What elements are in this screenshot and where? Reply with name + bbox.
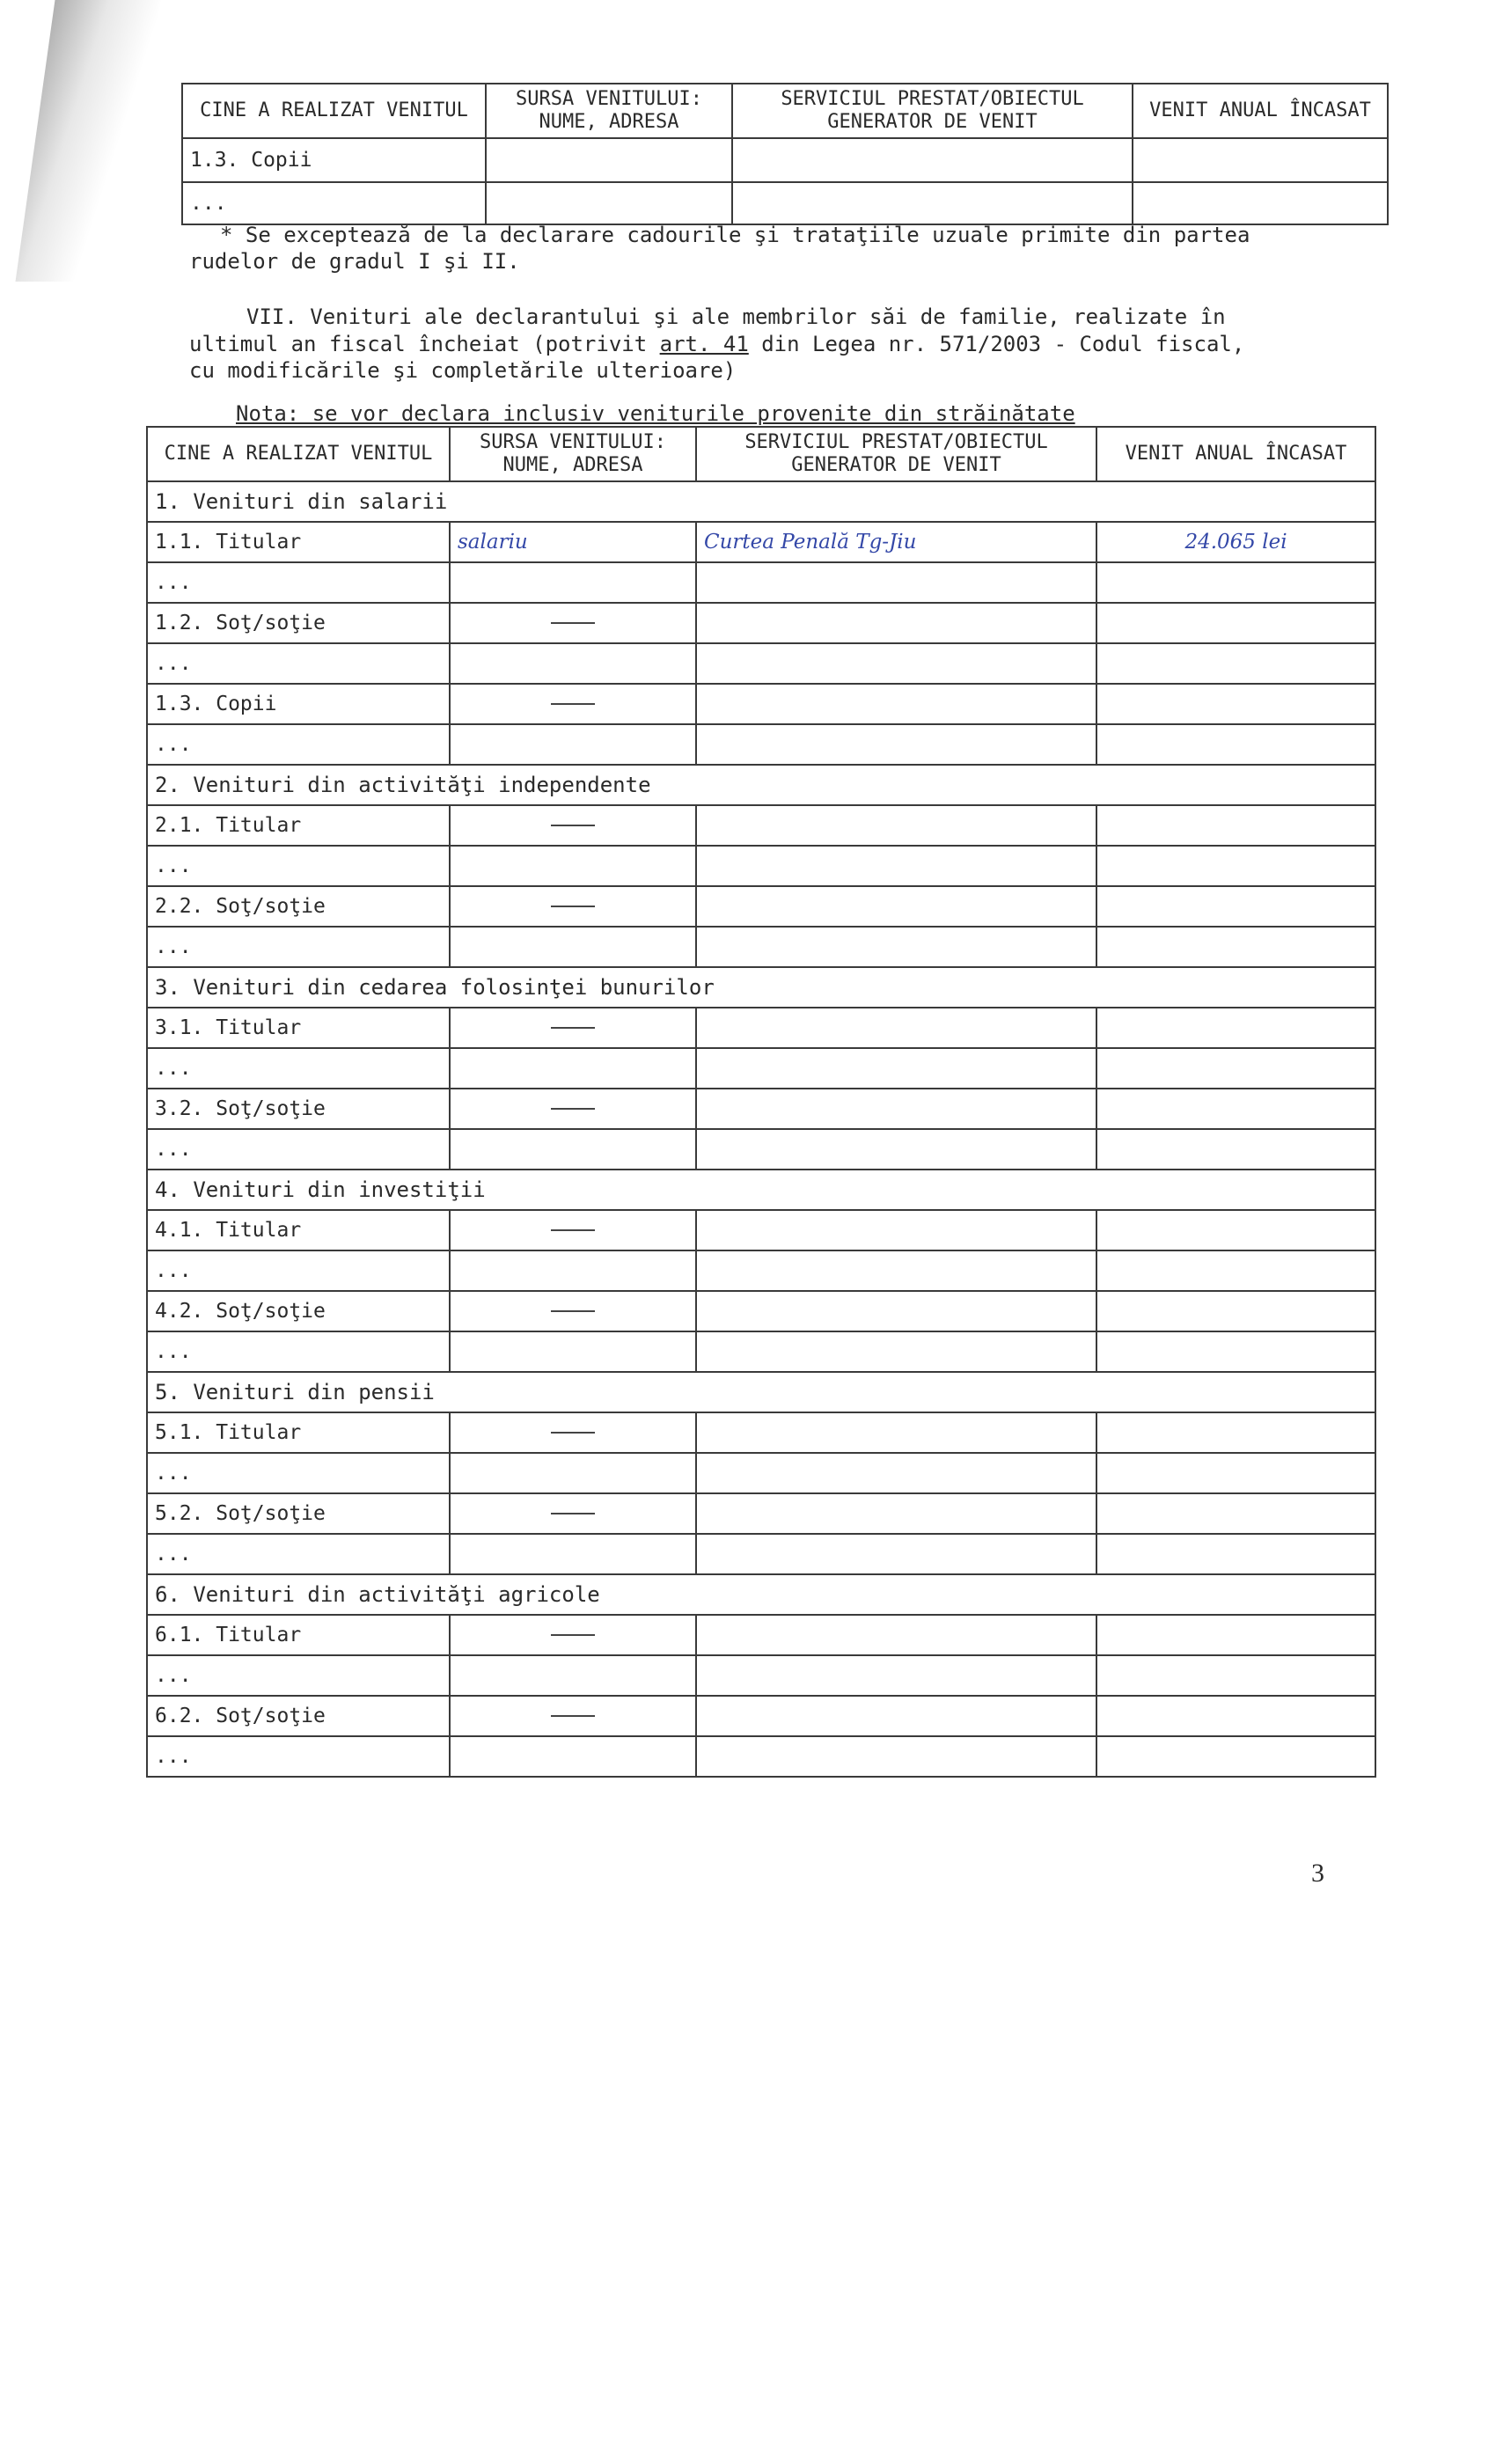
cell-amount: [1133, 182, 1388, 224]
empty-dash: [551, 1027, 595, 1029]
cell-source: [450, 603, 696, 643]
empty-dash: [551, 1715, 595, 1717]
row-label: ...: [147, 724, 450, 765]
cell-amount: [1096, 1453, 1375, 1493]
cell-source: [450, 927, 696, 967]
cell-source: [450, 643, 696, 684]
cell-amount: [1096, 1210, 1375, 1250]
cell-service: [696, 886, 1096, 927]
cell-service: [696, 805, 1096, 846]
table-row: [147, 724, 1375, 765]
cell-service: [696, 1736, 1096, 1777]
cell-source: [450, 724, 696, 765]
empty-dash: [551, 622, 595, 624]
cell-amount: [1096, 724, 1375, 765]
table-row: [147, 1655, 1375, 1696]
row-label: ...: [147, 1453, 450, 1493]
cell-source: [450, 1089, 696, 1129]
section-title: 3. Venituri din cedarea folosinţei bunurilor: [147, 967, 1375, 1008]
table-row: [147, 603, 1375, 643]
cell-service: [696, 1412, 1096, 1453]
cell-service: [696, 603, 1096, 643]
cell-service: [696, 724, 1096, 765]
table-row: [147, 1210, 1375, 1250]
section-title: 2. Venituri din activităţi independente: [147, 765, 1375, 805]
cell-amount: [1096, 1048, 1375, 1089]
table-row: [147, 846, 1375, 886]
cell-amount: [1096, 1129, 1375, 1170]
footnote-line-1: * Se exceptează de la declarare cadourile şi trataţiile uzuale primite din partea: [220, 223, 1250, 247]
cell-source: [450, 1696, 696, 1736]
cell-source: [450, 1129, 696, 1170]
cell-amount: [1133, 138, 1388, 182]
top-income-table: [181, 83, 1389, 225]
cell-service: [696, 1250, 1096, 1291]
section-7-text: din Legea nr. 571/2003 - Codul fiscal,: [748, 332, 1245, 356]
cell-amount: [1096, 1736, 1375, 1777]
table-row: [147, 1615, 1375, 1655]
section-title: 5. Venituri din pensii: [147, 1372, 1375, 1412]
table-row: [147, 1493, 1375, 1534]
cell-amount: [1096, 1493, 1375, 1534]
table-row: [147, 1129, 1375, 1170]
income-table-body: [147, 427, 1375, 1777]
row-label: ...: [147, 1129, 450, 1170]
row-label: 3.1. Titular: [147, 1008, 450, 1048]
cell-source: [450, 1210, 696, 1250]
col-header-source: SURSA VENITULUI: NUME, ADRESA: [450, 427, 696, 481]
cell-source: [450, 1291, 696, 1331]
row-label: ...: [147, 643, 450, 684]
row-label: ...: [147, 1048, 450, 1089]
table-row: [182, 138, 1388, 182]
cell-amount: [1096, 1655, 1375, 1696]
table-row: [182, 182, 1388, 224]
cell-source: [450, 886, 696, 927]
section-row: [147, 967, 1375, 1008]
table-row: [147, 805, 1375, 846]
section-title: 1. Venituri din salarii: [147, 481, 1375, 522]
article-link: art. 41: [659, 332, 749, 356]
handwritten-amount: 24.065 lei: [1096, 522, 1375, 562]
empty-dash: [551, 906, 595, 907]
cell-source: [450, 1453, 696, 1493]
col-header-amount: VENIT ANUAL ÎNCASAT: [1133, 84, 1388, 138]
section-7-line-1: VII. Venituri ale declarantului şi ale membrilor săi de familie, realizate în: [246, 304, 1226, 329]
cell-service: [732, 182, 1133, 224]
empty-dash: [551, 1634, 595, 1636]
cell-service: [696, 846, 1096, 886]
row-label: ...: [147, 1736, 450, 1777]
table-row: [147, 1048, 1375, 1089]
cell-amount: [1096, 1089, 1375, 1129]
cell-amount: [1096, 1615, 1375, 1655]
cell-service: [732, 138, 1133, 182]
cell-source: [486, 182, 732, 224]
cell-amount: [1096, 1331, 1375, 1372]
row-label: 4.2. Soţ/soţie: [147, 1291, 450, 1331]
footnote-line-2: rudelor de gradul I şi II.: [189, 249, 520, 274]
table-row: [147, 886, 1375, 927]
cell-amount: [1096, 1696, 1375, 1736]
table-row: [147, 643, 1375, 684]
cell-amount: [1096, 1250, 1375, 1291]
cell-source: [450, 1615, 696, 1655]
cell-service: [696, 1453, 1096, 1493]
cell-amount: [1096, 1008, 1375, 1048]
table-row: [147, 1453, 1375, 1493]
cell-service: [696, 562, 1096, 603]
cell-source: [450, 1655, 696, 1696]
row-label: 1.1. Titular: [147, 522, 450, 562]
row-label: 6.1. Titular: [147, 1615, 450, 1655]
table-row: [147, 522, 1375, 562]
cell-service: [696, 643, 1096, 684]
cell-source: [486, 138, 732, 182]
note-text: Nota: se vor declara inclusiv veniturile provenite din străinătate: [236, 401, 1075, 426]
col-header-source: SURSA VENITULUI: NUME, ADRESA: [486, 84, 732, 138]
empty-dash: [551, 825, 595, 826]
cell-amount: [1096, 1291, 1375, 1331]
handwritten-service: Curtea Penală Tg-Jiu: [696, 522, 1096, 562]
table-row: [147, 1534, 1375, 1574]
empty-dash: [551, 1513, 595, 1514]
row-label: 6.2. Soţ/soţie: [147, 1696, 450, 1736]
row-label: 5.2. Soţ/soţie: [147, 1493, 450, 1534]
cell-source: [450, 1048, 696, 1089]
row-label: 1.2. Soţ/soţie: [147, 603, 450, 643]
cell-source: [450, 1534, 696, 1574]
cell-service: [696, 1129, 1096, 1170]
row-label: 4.1. Titular: [147, 1210, 450, 1250]
table-row: [147, 1089, 1375, 1129]
cell-source: [450, 562, 696, 603]
table-header-row: [182, 84, 1388, 138]
empty-dash: [551, 1432, 595, 1434]
row-label: 2.1. Titular: [147, 805, 450, 846]
row-label: 5.1. Titular: [147, 1412, 450, 1453]
table-row: [147, 1291, 1375, 1331]
cell-amount: [1096, 603, 1375, 643]
cell-service: [696, 1696, 1096, 1736]
table-row: [147, 562, 1375, 603]
cell-service: [696, 684, 1096, 724]
cell-amount: [1096, 684, 1375, 724]
section-row: [147, 1574, 1375, 1615]
cell-amount: [1096, 886, 1375, 927]
row-label: 2.2. Soţ/soţie: [147, 886, 450, 927]
empty-dash: [551, 703, 595, 705]
row-label: ...: [147, 1655, 450, 1696]
row-label: ...: [182, 182, 486, 224]
section-row: [147, 481, 1375, 522]
empty-dash: [551, 1108, 595, 1110]
row-label: 1.3. Copii: [147, 684, 450, 724]
row-label: ...: [147, 927, 450, 967]
cell-service: [696, 1534, 1096, 1574]
row-label: ...: [147, 1250, 450, 1291]
cell-source: [450, 684, 696, 724]
col-header-service: SERVICIUL PRESTAT/OBIECTUL GENERATOR DE VENIT: [696, 427, 1096, 481]
cell-service: [696, 1331, 1096, 1372]
cell-service: [696, 1210, 1096, 1250]
handwritten-source: salariu: [450, 522, 696, 562]
empty-dash: [551, 1310, 595, 1312]
cell-service: [696, 1008, 1096, 1048]
row-label: ...: [147, 1331, 450, 1372]
cell-service: [696, 1615, 1096, 1655]
table-row: [147, 1331, 1375, 1372]
cell-source: [450, 1736, 696, 1777]
cell-amount: [1096, 643, 1375, 684]
cell-source: [450, 805, 696, 846]
table-row: [147, 1736, 1375, 1777]
cell-source: [450, 1250, 696, 1291]
row-label: ...: [147, 846, 450, 886]
col-header-who: CINE A REALIZAT VENITUL: [147, 427, 450, 481]
income-table: [146, 426, 1376, 1778]
col-header-amount: VENIT ANUAL ÎNCASAT: [1096, 427, 1375, 481]
cell-source: [450, 1493, 696, 1534]
table-row: [147, 1696, 1375, 1736]
row-label: ...: [147, 1534, 450, 1574]
cell-source: [450, 1008, 696, 1048]
cell-service: [696, 1291, 1096, 1331]
col-header-service: SERVICIUL PRESTAT/OBIECTUL GENERATOR DE VENIT: [732, 84, 1133, 138]
empty-dash: [551, 1229, 595, 1231]
table-header-row: [147, 427, 1375, 481]
table-row: [147, 1412, 1375, 1453]
table-row: [147, 684, 1375, 724]
cell-service: [696, 1048, 1096, 1089]
cell-source: [450, 1331, 696, 1372]
section-row: [147, 1372, 1375, 1412]
cell-amount: [1096, 805, 1375, 846]
section-7-line-3: cu modificările şi completările ulterioare): [189, 358, 737, 383]
cell-amount: [1096, 562, 1375, 603]
section-7-line-2: [189, 331, 1244, 357]
table-row: [147, 927, 1375, 967]
page-number: 3: [1311, 1859, 1324, 1888]
cell-source: [450, 846, 696, 886]
cell-service: [696, 927, 1096, 967]
table-row: [147, 1250, 1375, 1291]
scan-shadow: [16, 0, 161, 282]
cell-amount: [1096, 1412, 1375, 1453]
cell-service: [696, 1493, 1096, 1534]
cell-service: [696, 1089, 1096, 1129]
row-label: ...: [147, 562, 450, 603]
section-row: [147, 765, 1375, 805]
cell-amount: [1096, 927, 1375, 967]
cell-source: [450, 1412, 696, 1453]
cell-amount: [1096, 846, 1375, 886]
section-title: 4. Venituri din investiţii: [147, 1170, 1375, 1210]
row-label: 3.2. Soţ/soţie: [147, 1089, 450, 1129]
section-title: 6. Venituri din activităţi agricole: [147, 1574, 1375, 1615]
table-row: [147, 1008, 1375, 1048]
section-row: [147, 1170, 1375, 1210]
cell-amount: [1096, 1534, 1375, 1574]
section-7-text: ultimul an fiscal încheiat (potrivit: [189, 332, 660, 356]
col-header-who: CINE A REALIZAT VENITUL: [182, 84, 486, 138]
row-label: 1.3. Copii: [182, 138, 486, 182]
cell-service: [696, 1655, 1096, 1696]
